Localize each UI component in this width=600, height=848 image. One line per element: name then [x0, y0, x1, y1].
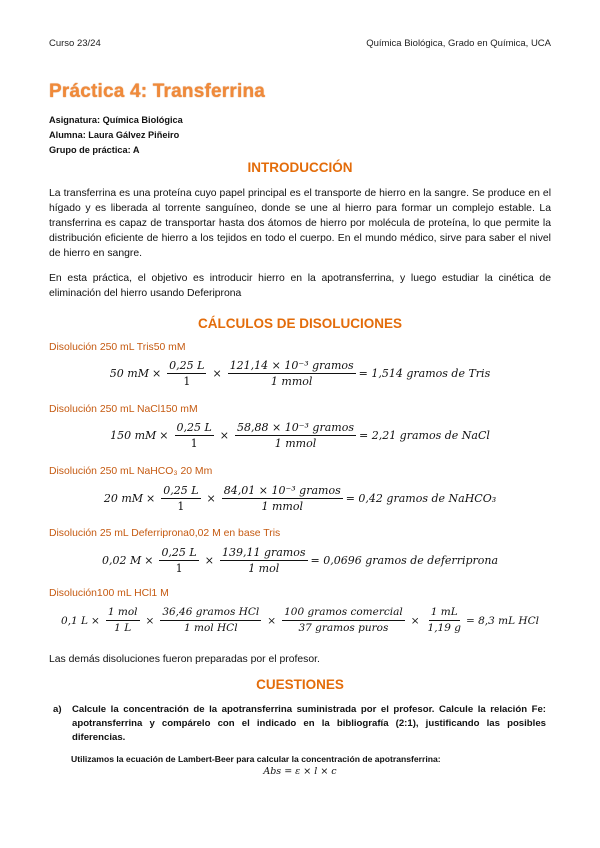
calc-label-hcl: Disolución100 mL HCl1 M — [49, 588, 169, 599]
calc-label-tris: Disolución 250 mL Tris50 mM — [49, 342, 186, 353]
header-course: Curso 23/24 — [49, 38, 101, 49]
eq-frac-num: 1 mL — [429, 605, 460, 621]
page-title: Práctica 4: Transferrina — [49, 81, 266, 102]
meta-alumna: Alumna: Laura Gálvez Piñeiro — [49, 130, 180, 140]
eq-frac-den: 1,19 g — [427, 622, 461, 634]
eq-frac-num: 1 mol — [106, 605, 140, 621]
eq-start: 0,02 M — [101, 554, 142, 567]
eq-frac-den: 1 L — [114, 622, 132, 634]
eq-start: 150 mM — [110, 429, 157, 442]
calc-label-nahco3: Disolución 250 mL NaHCO₃ 20 Mm — [49, 466, 213, 477]
eq-frac-num: 100 gramos comercial — [282, 605, 405, 621]
cuestiones-heading: CUESTIONES — [256, 677, 344, 692]
meta-grupo: Grupo de práctica: A — [49, 145, 140, 155]
calc-heading: CÁLCULOS DE DISOLUCIONES — [197, 316, 402, 331]
equation-tris: 50 mM × $\frac{0,25 L}{1}$ × $\frac{\text{121,14 × 10⁻³ gramos}}{\text{1 mmol}}$ = 1,514 gramos de Tris — [109, 359, 491, 388]
eq-frac-den: 1 mol HCl — [184, 622, 238, 634]
eq-frac-num: 0,25 L — [169, 359, 205, 372]
calc-note: Las demás disoluciones fueron preparadas por el profesor. — [49, 654, 320, 665]
equation-hcl: 0,1 L × $\frac{\text{1 mol}}{1 L}$ × $\frac{\text{36,46 gramos HCl}}{\text{1 mol HCl}}$ × $\frac{\text{100 gramos comercial}}{\text{37 gramos puros}}$ × $\frac{1 mL}{1,19 g}$ = 8,3 mL HCl — [61, 606, 539, 634]
eq-result: = 1,514 gramos de Tris — [358, 367, 491, 380]
equation-nahco3: 20 mM × $\frac{0,25 L}{1}$ × $\frac{\text{84,01 × 10⁻³ gramos}}{\text{1 mmol}}$ = 0,42 gramos de NaHCO₃ — [103, 484, 497, 513]
eq-frac-den: 37 gramos puros — [298, 622, 389, 634]
eq-frac-num: 121,14 × 10⁻³ gramos — [229, 359, 354, 372]
eq-start: 0,1 L — [61, 614, 89, 627]
calc-label-nacl: Disolución 250 mL NaCl150 mM — [49, 404, 198, 415]
eq-result: = 2,21 gramos de NaCl — [358, 429, 490, 442]
equation-deferriprona: 0,02 M × $\frac{0,25 L}{1}$ × $\frac{\text{139,11 gramos}}{\text{1 mol}}$ = 0,0696 gramos de deferriprona — [101, 546, 499, 575]
eq-frac-den: 1 mmol — [270, 375, 313, 388]
question-a-number: a) — [53, 704, 62, 715]
eq-frac-num: 84,01 × 10⁻³ gramos — [223, 484, 341, 497]
intro-paragraph-1: La transferrina es una proteína cuyo papel principal es el transporte de hierro en la sangre. Se produce en el hígado y es liberada al torrente sanguíneo, donde se une al hierro para formar un complejo estable. La transferrina es capaz de transportar hasta dos átomos de hierro por molécula de proteína, lo que permite la distribución eficiente de hierro a los tejidos en todo el cuerpo. En el mundo médico, sirve para saber el nivel de hierro en sangre. — [49, 188, 551, 259]
eq-result: = 0,0696 gramos de deferriprona — [310, 554, 499, 567]
meta-asignatura: Asignatura: Química Biológica — [49, 115, 183, 125]
eq-frac-num: 58,88 × 10⁻³ gramos — [237, 421, 354, 434]
eq-frac-num: 139,11 gramos — [221, 546, 306, 559]
eq-frac-den: 1 mmol — [261, 500, 303, 513]
eq-frac-num: 0,25 L — [176, 421, 212, 434]
eq-frac-num: 0,25 L — [163, 484, 199, 497]
eq-start: 20 mM — [103, 492, 144, 505]
eq-frac-den: 1 — [177, 500, 185, 513]
eq-result: = 8,3 mL HCl — [465, 614, 539, 627]
eq-frac-num: 36,46 gramos HCl — [160, 605, 261, 621]
lambert-beer-formula: Abs = ε × l × c — [263, 766, 337, 777]
equation-nacl: 150 mM × $\frac{0,25 L}{1}$ × $\frac{\text{58,88 × 10⁻³ gramos}}{\text{1 mmol}}$ = 2,21 gramos de NaCl — [110, 421, 490, 450]
eq-frac-den: 1 — [183, 375, 191, 388]
eq-frac-den: 1 mol — [248, 562, 280, 575]
eq-frac-den: 1 — [190, 437, 198, 450]
question-a — [53, 703, 548, 747]
eq-frac-den: 1 — [175, 562, 183, 575]
eq-start: 50 mM — [109, 367, 149, 380]
header-subject: Química Biológica, Grado en Química, UCA — [366, 38, 551, 49]
intro-heading: INTRODUCCIÓN — [247, 160, 353, 175]
answer-intro: Utilizamos la ecuación de Lambert-Beer para calcular la concentración de apotransferrina: — [71, 754, 441, 764]
question-a-text: Calcule la concentración de la apotransferrina suministrada por el profesor. Calcule la relación Fe: apotransferrina y compárelo con el indicado en la bibliografía (2:1), justificando las posibles diferencias. — [72, 704, 546, 743]
eq-frac-den: 1 mmol — [274, 437, 317, 450]
intro-paragraph-2: En esta práctica, el objetivo es introducir hierro en la apotransferrina, y luego estudiar la cinética de eliminación del hierro usando Deferiprona — [49, 273, 551, 299]
eq-result: = 0,42 gramos de NaHCO₃ — [345, 492, 497, 505]
eq-frac-num: 0,25 L — [161, 546, 197, 559]
calc-label-deferriprona: Disolución 25 mL Deferriprona0,02 M en base Tris — [49, 528, 281, 539]
